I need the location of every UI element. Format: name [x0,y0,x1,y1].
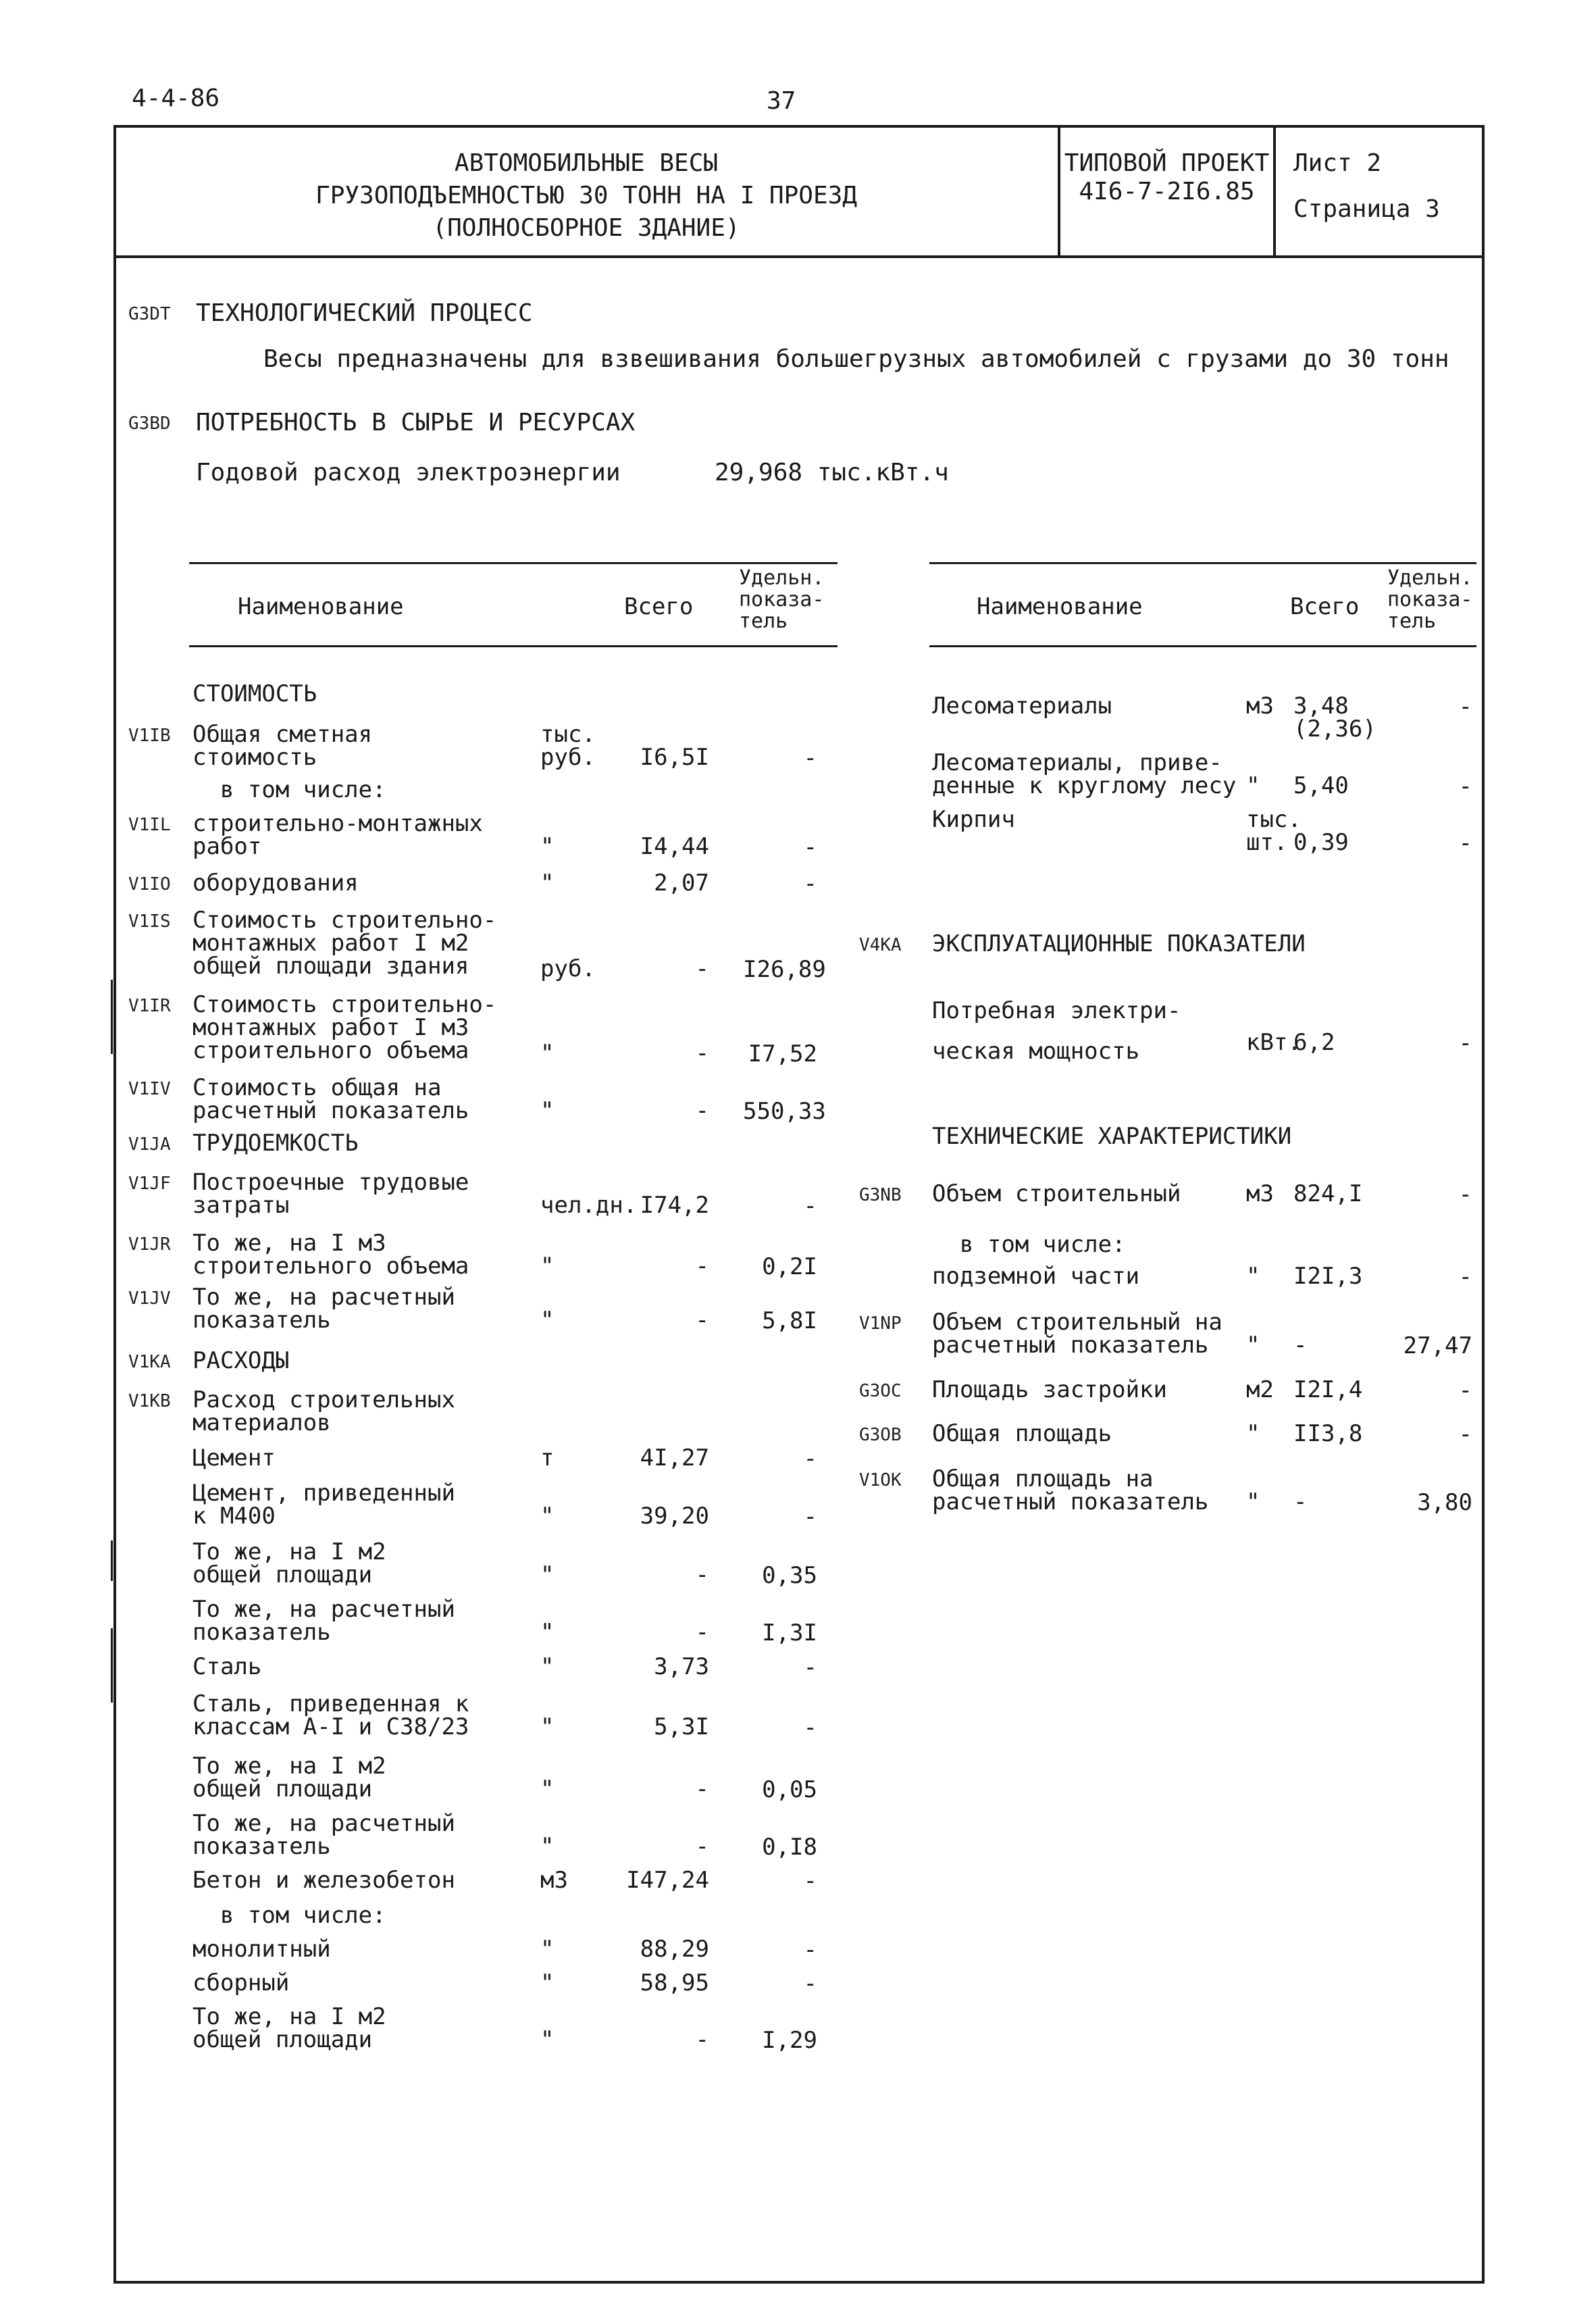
margin-mark [111,1628,113,1703]
row-total: - [1293,1488,1308,1515]
row-total: 5,3I [654,1713,709,1740]
row-total: 0,39 [1293,829,1349,856]
row-total: I4,44 [640,833,709,860]
table-rule [189,645,838,647]
row-total: I74,2 [640,1192,709,1219]
row-spec: - [1458,1421,1472,1448]
row-name: Объем строительный на расчетный показатель [932,1309,1222,1359]
row-name: Стоимость строительно- монтажных работ I м2 общей площади здания [192,907,497,980]
row-spec: 3,80 [1417,1489,1472,1516]
title-line-2: ГРУЗОПОДЪЕМНОСТЬЮ 30 ТОНН НА I ПРОЕЗД [315,182,857,209]
row-spec: 0,2I [762,1253,817,1280]
header-divider [113,255,1485,258]
row-total: - [695,1776,709,1803]
row-unit: м2 [1246,1376,1274,1403]
row-spec: - [803,870,817,897]
row-name: Общая площадь на расчетный показатель [932,1465,1209,1515]
row-spec: I26,89 [743,956,826,983]
row-spec: - [803,1445,817,1472]
row-total: I6,5I [640,744,709,771]
row-code: V1IO [128,874,171,895]
col-header-total: Всего [1290,593,1360,620]
row-spec: - [803,1970,817,1997]
row-total: I47,24 [626,1867,709,1894]
doc-code: 4-4-86 [132,84,220,112]
row-spec: - [803,1654,817,1681]
row-code: V1IL [128,815,171,835]
header-col-divider-2 [1273,125,1276,257]
row-name: Стоимость общая на расчетный показатель [192,1074,469,1124]
row-unit: " [540,1503,555,1530]
row-unit: " [1246,1488,1260,1515]
row-unit: " [540,833,555,860]
section-code: G3DT [128,304,171,324]
row-name: ТРУДОЕМКОСТЬ [192,1130,359,1157]
row-spec: 0,05 [762,1776,817,1803]
row-unit: " [540,1833,555,1860]
col-header-specific: Удельн. показа- тель [1387,566,1473,633]
row-unit: " [540,870,555,897]
row-total: 88,29 [640,1936,709,1963]
row-unit: " [1246,1420,1260,1447]
row-code: G3NB [859,1185,902,1205]
row-total: - [695,1561,709,1588]
section-text: Весы предназначены для взвешивания большегрузных автомобилей с грузами до 30 тонн [263,345,1449,373]
row-unit: " [540,1253,555,1280]
row-code: V1IS [128,911,171,932]
row-spec: - [803,745,817,772]
resource-label: Годовой расход электроэнергии [196,459,621,486]
row-spec: 5,8I [762,1307,817,1334]
row-spec: - [1458,1377,1472,1404]
row-spec: I7,52 [748,1040,817,1067]
row-spec: I,29 [762,2027,817,2054]
row-spec: 27,47 [1403,1332,1472,1359]
row-unit: тыс. руб. [540,721,596,771]
section-title: ТЕХНОЛОГИЧЕСКИЙ ПРОЦЕСС [196,299,533,327]
row-unit: чел.дн. [540,1192,638,1219]
row-spec: - [803,1936,817,1963]
row-name: сборный [192,1969,290,1996]
row-name: Цемент, приведенный к М400 [192,1480,455,1530]
row-code: V1IB [128,726,171,746]
row-spec: 0,I8 [762,1834,817,1861]
row-total: - [695,2026,709,2053]
row-name: Стоимость строительно- монтажных работ I м3 строительного объема [192,991,497,1064]
row-code: G3OB [859,1425,902,1445]
row-total: 6,2 [1293,1029,1335,1056]
row-unit: " [540,1097,555,1124]
row-name: Общая сметная стоимость [192,721,373,771]
row-spec: I,3I [762,1619,817,1646]
row-spec: - [803,834,817,861]
row-spec: 0,35 [762,1562,817,1589]
row-name: То же, на I м2 общей площади [192,2003,386,2053]
row-total: 58,95 [640,1969,709,1996]
project-label: ТИПОВОЙ ПРОЕКТ [1064,149,1270,177]
row-spec: - [803,1714,817,1741]
row-total: - [695,1307,709,1334]
row-name: Бетон и железобетон [192,1867,455,1894]
row-code: V1JV [128,1288,171,1309]
row-total: - [695,955,709,982]
row-total: I2I,3 [1293,1263,1363,1290]
row-unit: " [540,1040,555,1067]
row-name: То же, на расчетный показатель [192,1810,455,1860]
margin-mark [111,980,113,1054]
row-unit: " [540,1713,555,1740]
row-total: 2,07 [654,870,709,897]
row-unit: " [540,1619,555,1646]
row-name: ЭКСПЛУАТАЦИОННЫЕ ПОКАЗАТЕЛИ [932,930,1306,957]
row-name: СТОИМОСТЬ [192,680,317,707]
row-total: 3,48 (2,36) [1293,693,1376,743]
row-name: оборудования [192,870,359,897]
col-header-name: Наименование [238,593,404,620]
col-header-specific: Удельн. показа- тель [739,566,825,633]
row-name: Площадь застройки [932,1376,1167,1403]
table-rule [189,562,838,564]
page-number: 37 [767,87,796,115]
row-total: II3,8 [1293,1420,1363,1447]
row-name: Лесоматериалы [932,693,1112,720]
row-name: РАСХОДЫ [192,1347,290,1374]
row-name: ТЕХНИЧЕСКИЕ ХАРАКТЕРИСТИКИ [932,1123,1292,1150]
row-name: Сталь, приведенная к классам А-I и С38/23 [192,1690,469,1740]
row-spec: - [803,1867,817,1894]
row-unit: м3 [540,1867,568,1894]
margin-mark [111,1540,113,1581]
row-code: V1JF [128,1174,171,1194]
row-spec: - [1458,693,1472,720]
row-name: в том числе: [192,1902,386,1929]
row-name: То же, на расчетный показатель [192,1284,455,1334]
row-total: - [695,1097,709,1124]
row-code: V1KA [128,1352,171,1372]
row-code: G3OC [859,1381,902,1401]
row-unit: м3 [1246,693,1274,720]
row-name: Лесоматериалы, приве- денные к круглому лесу [932,749,1237,799]
row-unit: " [1246,772,1260,799]
row-name: Объем строительный [932,1180,1181,1207]
row-total: 824,I [1293,1180,1363,1207]
row-unit: т [540,1444,555,1472]
row-unit: " [540,1307,555,1334]
row-unit: " [1246,1332,1260,1359]
row-name: Общая площадь [932,1420,1112,1447]
sheet-number: Лист 2 [1293,149,1382,177]
row-name: Цемент [192,1444,276,1472]
row-total: - [695,1253,709,1280]
row-code: V1IR [128,996,171,1016]
row-total: 3,73 [654,1653,709,1680]
row-unit: " [540,1561,555,1588]
row-code: V1JR [128,1234,171,1255]
row-name: в том числе: [192,776,386,803]
row-name: Расход строительных материалов [192,1386,455,1436]
row-name: То же, на расчетный показатель [192,1596,455,1646]
row-spec: - [1458,1181,1472,1208]
row-unit: " [540,1969,555,1996]
row-total: 4I,27 [640,1444,709,1472]
table-rule [929,645,1476,647]
row-name: То же, на I м3 строительного объема [192,1230,469,1280]
row-spec: - [1458,773,1472,800]
row-unit: " [1246,1263,1260,1290]
resource-value: 29,968 тыс.кВт.ч [715,459,949,486]
row-name: Построечные трудовые затраты [192,1169,469,1219]
col-header-total: Всего [624,593,694,620]
row-total: 39,20 [640,1503,709,1530]
row-total: 5,40 [1293,772,1349,799]
row-total: I2I,4 [1293,1376,1363,1403]
row-spec: - [1458,1030,1472,1057]
project-number: 4I6-7-2I6.85 [1079,178,1255,205]
row-unit: " [540,1776,555,1803]
row-name: То же, на I м2 общей площади [192,1753,386,1803]
row-unit: руб. [540,955,596,982]
row-unit: " [540,1653,555,1680]
row-code: V1OK [859,1470,902,1490]
row-spec: - [803,1192,817,1219]
row-spec: - [803,1503,817,1530]
row-code: V1NP [859,1313,902,1334]
section-title: ПОТРЕБНОСТЬ В СЫРЬЕ И РЕСУРСАХ [196,409,636,436]
row-code: V1IV [128,1079,171,1099]
row-code: V1KB [128,1391,171,1411]
row-spec: - [1458,1263,1472,1290]
row-name: Сталь [192,1653,262,1680]
row-name: строительно-монтажных работ [192,810,483,860]
row-total: - [695,1040,709,1067]
col-header-name: Наименование [977,593,1143,620]
table-rule [929,562,1476,564]
title-line-1: АВТОМОБИЛЬНЫЕ ВЕСЫ [454,149,719,177]
row-name: в том числе: [932,1231,1126,1258]
row-spec: 550,33 [743,1098,826,1125]
row-name: монолитный [192,1936,331,1963]
row-code: V4KA [859,935,902,955]
row-total: - [695,1833,709,1860]
row-name: Кирпич [932,806,1015,833]
row-name: То же, на I м2 общей площади [192,1538,386,1588]
row-spec: - [1458,830,1472,857]
row-code: V1JA [128,1134,171,1155]
row-name: Потребная электри- ческая мощность [932,997,1181,1065]
row-unit: тыс. шт. [1246,806,1302,856]
page-label: Страница 3 [1293,195,1440,223]
row-name: подземной части [932,1263,1140,1290]
title-line-3: (ПОЛНОСБОРНОЕ ЗДАНИЕ) [432,214,740,242]
row-unit: кВт. [1246,1029,1302,1056]
row-unit: " [540,2026,555,2053]
row-unit: " [540,1936,555,1963]
row-total: - [695,1619,709,1646]
section-code: G3BD [128,413,171,434]
row-unit: м3 [1246,1180,1274,1207]
row-total: - [1293,1332,1308,1359]
